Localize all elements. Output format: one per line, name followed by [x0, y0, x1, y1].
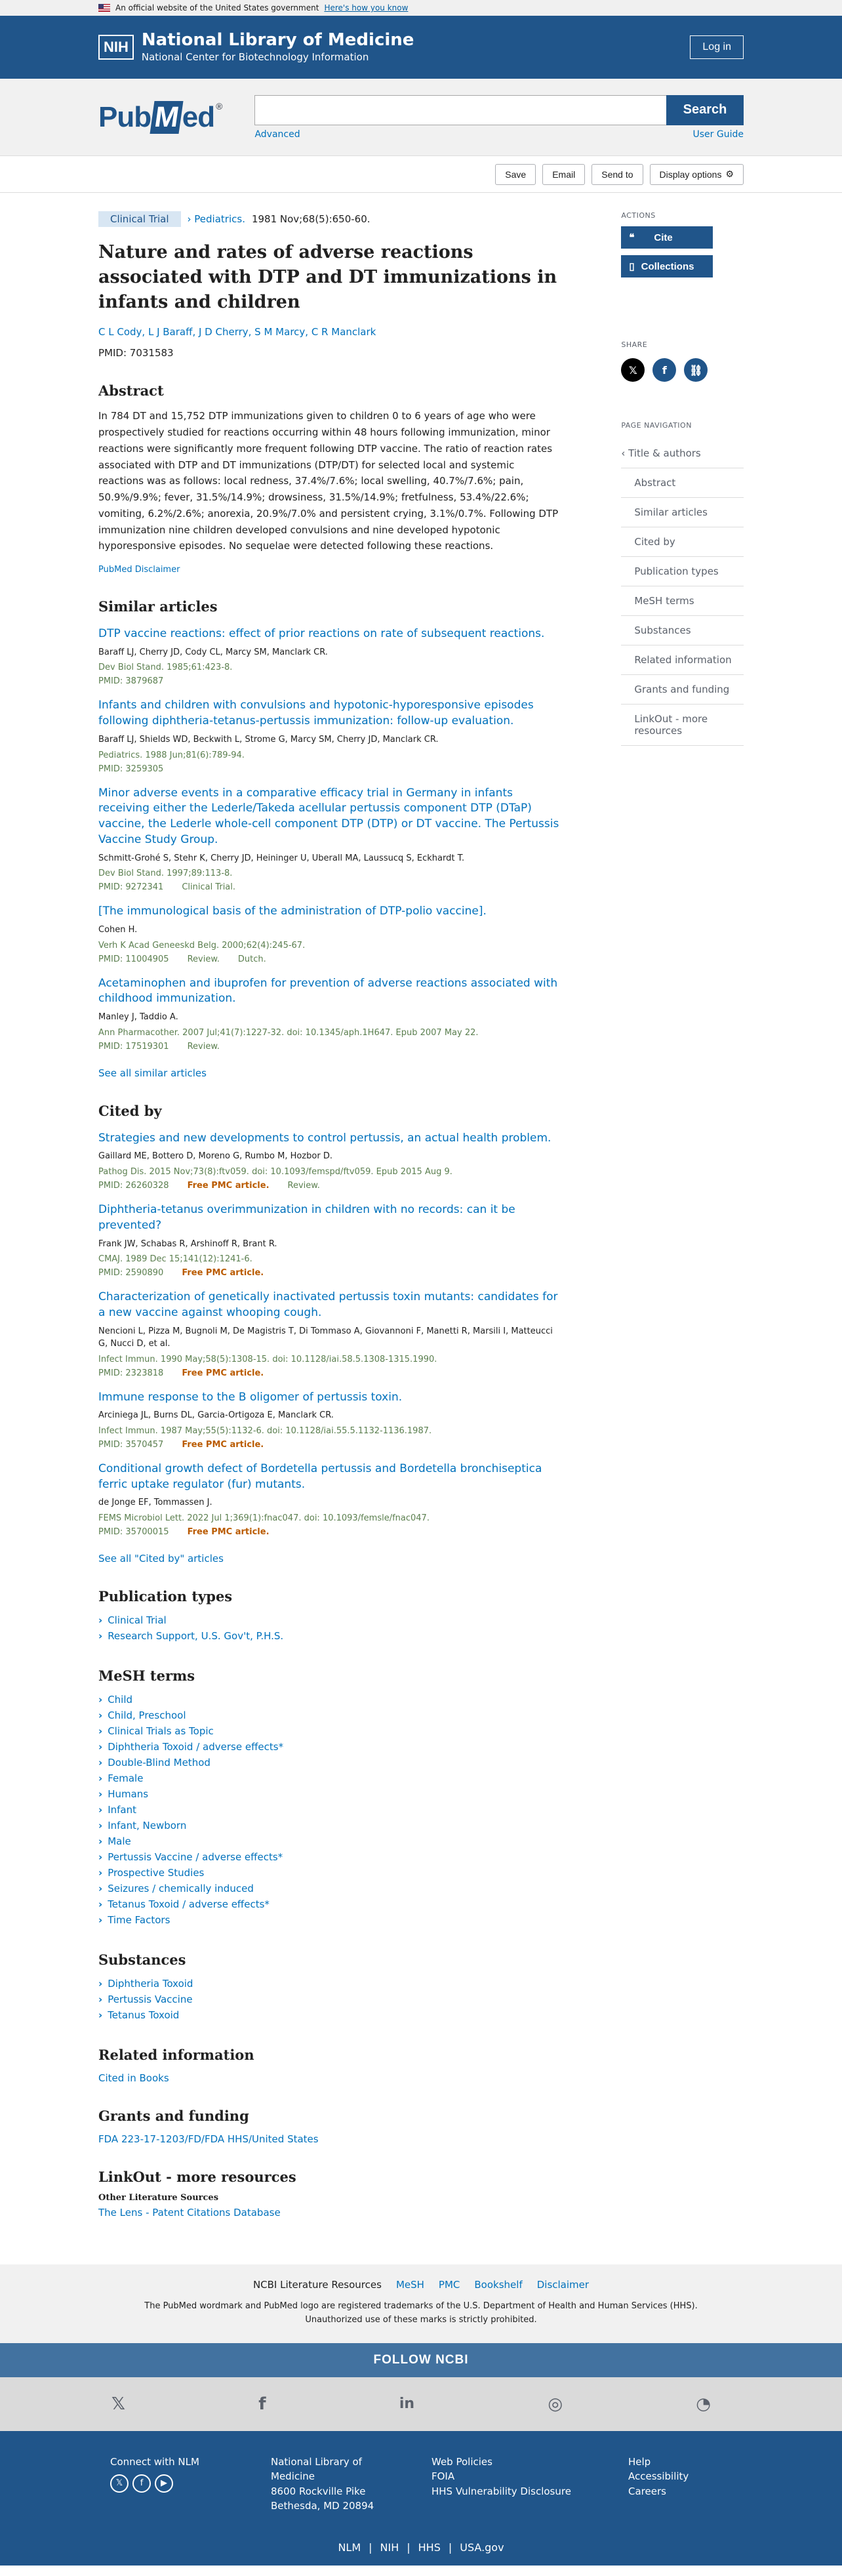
grants-heading: Grants and funding	[98, 2107, 249, 2124]
pubmed-logo-m: M	[150, 101, 184, 134]
article-title-link[interactable]: [The immunological basis of the administration of DTP-polio vaccine].	[98, 905, 487, 918]
article-pmid: PMID: 26260328	[98, 1180, 169, 1191]
substance-item[interactable]	[98, 1976, 562, 1992]
article-item	[98, 698, 562, 773]
article-item	[98, 626, 562, 686]
article-meta	[98, 1368, 562, 1378]
see-all-cited-by-link[interactable]: See all "Cited by" articles	[98, 1552, 224, 1564]
mesh-term-item-link[interactable]: Child, Preschool	[108, 1709, 186, 1721]
article-tag: Clinical Trial.	[182, 882, 236, 893]
article-meta	[98, 1268, 562, 1278]
chevron-left-icon: ‹	[621, 447, 629, 459]
similar-articles-heading: Similar articles	[98, 598, 218, 615]
article-meta	[98, 1527, 562, 1537]
abstract-text: In 784 DT and 15,752 DTP immunizations given to children 0 to 6 years of age who were prospectively studied for reactions occurring within 48 hours following immunization, minor reactions were significantly more frequent following DTP vaccine. The ratio of reaction rates associated with DTP and DT immunizations (DTP/DT) for selected local and systemic reactions was as follows: local redness, 37.4%/7.6%; local swelling, 40.7%/7.6%; pain, 50.9%/9.9%; fever, 31.5%/14.9%; drowsiness, 31.5%/14.9%; fretfulness, 53.4%/22.6%; vomiting, 6.2%/2.6%; anorexia, 20.9%/7.0% and persistent crying, 3.1%/0.7%. Following DTP immunization nine children developed convulsions and nine developed hypotonic hyporesponsive episodes. No sequelae were detected following these reactions.	[98, 410, 559, 552]
article-source: Pathog Dis. 2015 Nov;73(8):ftv059. doi: 10.1093/femspd/ftv059. Epub 2015 Aug 9.	[98, 1166, 452, 1177]
github-icon[interactable]: ◎	[548, 2394, 563, 2414]
article-title-link[interactable]: Conditional growth defect of Bordetella pertussis and Bordetella bronchiseptica ferric uptake regulator (fur) mutants.	[98, 1462, 542, 1491]
share-label: SHARE	[621, 340, 648, 349]
pubmed-logo[interactable]	[98, 101, 222, 134]
mesh-terms-heading: MeSH terms	[98, 1667, 195, 1684]
article-authors: Cohen H.	[98, 925, 138, 935]
mesh-term-item-link[interactable]: Infant	[108, 1803, 136, 1816]
article-meta	[98, 954, 562, 964]
nav-item-label: Title & authors	[628, 447, 701, 459]
article-title-link[interactable]: Characterization of genetically inactivated pertussis toxin mutants: candidates for a new vaccine against whooping cough.	[98, 1290, 558, 1319]
gov-banner	[0, 0, 842, 16]
article-pmid: PMID: 3570457	[98, 1439, 164, 1450]
article-meta	[98, 882, 562, 892]
mesh-term-item-link[interactable]: Tetanus Toxoid / adverse effects*	[108, 1898, 270, 1910]
nlm-subtitle: National Center for Biotechnology Information	[141, 51, 369, 63]
article-title-link[interactable]: Minor adverse events in a comparative efficacy trial in Germany in infants receiving either the Lederle/Takeda acellular pertussis component DTP (DTaP) vaccine, the Lederle whole-cell component DTP (DTP) or DT vaccine. The Pertussis Vaccine Study Group.	[98, 786, 559, 846]
policy-link[interactable]: FOIA	[431, 2470, 455, 2483]
article-tag: Dutch.	[237, 954, 266, 964]
article-authors: Frank JW, Schabas R, Arshinoff R, Brant R.	[98, 1238, 277, 1249]
mesh-term-item[interactable]	[98, 1723, 562, 1739]
nav-item[interactable]	[621, 645, 744, 675]
heres-how-you-know-link[interactable]: Here's how you know	[324, 3, 409, 12]
cited-in-books-link[interactable]: Cited in Books	[98, 2072, 169, 2084]
article-source: Ann Pharmacother. 2007 Jul;41(7):1227-32. doi: 10.1345/aph.1H647. Epub 2007 May 22.	[98, 1027, 479, 1038]
actions-label: ACTIONS	[621, 211, 656, 220]
other-literature-sources: Other Literature Sources	[98, 2192, 219, 2203]
see-all-similar-link[interactable]: See all similar articles	[98, 1067, 207, 1079]
pmid: PMID: 7031583	[98, 347, 174, 359]
search-input[interactable]	[254, 95, 666, 125]
journal-link[interactable]	[188, 213, 245, 225]
email-button[interactable]: Email	[542, 164, 585, 185]
article-pmid: PMID: 3259305	[98, 764, 164, 774]
search-area	[0, 79, 842, 156]
article-title-link[interactable]: Infants and children with convulsions and hypotonic-hyporesponsive episodes following diphtheria-tetanus-pertussis immunization: follow-up evaluation.	[98, 699, 534, 728]
article-item	[98, 1202, 562, 1278]
article-source: Pediatrics. 1988 Jun;81(6):789-94.	[98, 750, 245, 760]
mesh-term-item-link[interactable]: Time Factors	[108, 1913, 170, 1926]
linkedin-icon[interactable]: in	[399, 2396, 415, 2413]
send-to-button[interactable]: Send to	[591, 164, 643, 185]
free-pmc-badge: Free PMC article.	[187, 1526, 270, 1537]
article-authors: Baraff LJ, Cherry JD, Cody CL, Marcy SM, Manclark CR.	[98, 647, 328, 657]
article-title-link[interactable]: Acetaminophen and ibuprofen for prevention of adverse reactions associated with childhood immunization.	[98, 976, 558, 1006]
article-item	[98, 1390, 562, 1450]
nav-item[interactable]	[621, 705, 744, 746]
mesh-term-item-link[interactable]: Infant, Newborn	[108, 1819, 187, 1831]
similar-articles-list	[98, 626, 562, 1051]
nav-item[interactable]	[621, 527, 744, 557]
nav-item[interactable]	[621, 675, 744, 705]
nav-item-label: Similar articles	[634, 506, 708, 518]
page-navigation	[621, 439, 744, 746]
ncbi-footer-link[interactable]: Disclaimer	[536, 2278, 590, 2291]
substance-item[interactable]	[98, 2007, 562, 2023]
nav-item-label: Grants and funding	[634, 684, 730, 695]
connect-with-nlm: Connect with NLM	[110, 2455, 199, 2468]
cited-by-list	[98, 1131, 562, 1537]
ncbi-footer-link[interactable]: Bookshelf	[474, 2278, 523, 2291]
publication-type-item[interactable]	[98, 1628, 562, 1644]
gov-banner-text: An official website of the United States government	[115, 3, 319, 12]
mesh-term-item[interactable]	[98, 1786, 562, 1802]
article-source: Infect Immun. 1987 May;55(5):1132-6. doi: 10.1128/iai.55.5.1132-1136.1987.	[98, 1425, 432, 1436]
cite-button[interactable]	[621, 226, 713, 249]
mesh-term-item[interactable]	[98, 1881, 562, 1896]
linkout-heading: LinkOut - more resources	[98, 2168, 296, 2185]
free-pmc-badge: Free PMC article.	[182, 1439, 264, 1450]
article-pmid: PMID: 17519301	[98, 1041, 169, 1052]
mesh-term-item[interactable]	[98, 1707, 562, 1723]
nav-item[interactable]	[621, 616, 744, 645]
facebook-icon[interactable]: f	[652, 358, 676, 382]
mesh-term-item-link[interactable]: Humans	[108, 1788, 149, 1800]
quote-icon: ❝	[629, 232, 635, 243]
citation: 1981 Nov;68(5):650-60.	[251, 213, 371, 225]
policy-link[interactable]: Web Policies	[431, 2455, 492, 2468]
address-line[interactable]: National Library of	[271, 2455, 362, 2468]
article-item	[98, 1462, 562, 1537]
article-meta	[98, 1042, 562, 1052]
nav-item[interactable]	[621, 586, 744, 616]
ncbi-literature-label: NCBI Literature Resources	[252, 2278, 382, 2291]
ncbi-footer-link[interactable]: MeSH	[395, 2278, 424, 2291]
grant-link[interactable]: FDA 223-17-1203/FD/FDA HHS/United States	[98, 2133, 319, 2145]
chevron-right-icon: ›	[187, 213, 195, 225]
mesh-term-item-link[interactable]: Male	[108, 1835, 131, 1847]
substances-list	[98, 1976, 562, 2023]
separator: |	[448, 2541, 452, 2554]
rss-icon[interactable]: ◔	[696, 2394, 711, 2414]
mesh-term-item-link[interactable]: Diphtheria Toxoid / adverse effects*	[108, 1740, 284, 1753]
mesh-term-item-link[interactable]: Female	[108, 1772, 144, 1784]
nav-item[interactable]	[621, 468, 744, 498]
gear-icon: ⚙	[725, 169, 734, 179]
substance-item-link[interactable]: Pertussis Vaccine	[108, 1993, 193, 2005]
article-item	[98, 786, 562, 893]
article-authors: de Jonge EF, Tommassen J.	[98, 1498, 212, 1508]
nav-item[interactable]	[621, 557, 744, 586]
article-authors: Arciniega JL, Burns DL, Garcia-Ortigoza E, Manclark CR.	[98, 1410, 334, 1421]
article-tag: Review.	[187, 954, 220, 964]
follow-ncbi-banner: FOLLOW NCBI	[0, 2343, 842, 2377]
nav-item-label: LinkOut - more resources	[634, 713, 708, 737]
facebook-icon[interactable]: f	[258, 2394, 266, 2414]
mesh-term-item-link[interactable]: Clinical Trials as Topic	[108, 1725, 214, 1737]
policy-links	[431, 2455, 628, 2514]
action-bar	[0, 156, 842, 193]
publication-types-heading: Publication types	[98, 1587, 233, 1605]
sidebar	[621, 211, 744, 2218]
article-meta	[98, 676, 562, 686]
article-pmid: PMID: 35700015	[98, 1526, 169, 1537]
substance-item[interactable]	[98, 1992, 562, 2007]
bottom-link[interactable]: USA.gov	[460, 2541, 504, 2554]
ncbi-literature-resources	[0, 2264, 842, 2343]
lens-link[interactable]: The Lens - Patent Citations Database	[98, 2206, 281, 2218]
article-authors: Manley J, Taddio A.	[98, 1012, 178, 1023]
publication-types-list	[98, 1612, 562, 1644]
abstract-heading: Abstract	[98, 382, 164, 399]
free-pmc-badge: Free PMC article.	[182, 1368, 264, 1378]
display-options-button[interactable]	[650, 164, 744, 185]
article-pmid: PMID: 9272341	[98, 882, 164, 893]
help-link[interactable]: Careers	[628, 2485, 666, 2497]
ncbi-footer-link[interactable]: PMC	[438, 2278, 460, 2291]
display-options-label: Display options	[659, 169, 722, 180]
nav-item[interactable]	[621, 498, 744, 527]
mesh-term-item[interactable]	[98, 1912, 562, 1928]
mesh-term-item[interactable]	[98, 1770, 562, 1786]
substance-item-link[interactable]: Tetanus Toxoid	[108, 2009, 180, 2021]
article-pmid: PMID: 2590890	[98, 1268, 164, 1278]
x-twitter-icon[interactable]: 𝕏	[621, 358, 645, 382]
article-authors: Gaillard ME, Bottero D, Moreno G, Rumbo M, Hozbor D.	[98, 1151, 332, 1162]
mesh-term-item[interactable]	[98, 1818, 562, 1833]
pubmed-disclaimer-link[interactable]: PubMed Disclaimer	[98, 565, 180, 575]
publication-type-item-link[interactable]: Research Support, U.S. Gov't, P.H.S.	[108, 1629, 284, 1642]
article-type-badge: Clinical Trial	[98, 211, 181, 227]
nav-item-label: Publication types	[634, 565, 719, 577]
help-link[interactable]: Accessibility	[628, 2470, 689, 2483]
article-source: Dev Biol Stand. 1985;61:423-8.	[98, 663, 233, 673]
article-item	[98, 1131, 562, 1191]
address-line[interactable]: Medicine	[271, 2470, 315, 2483]
article-pmid: PMID: 11004905	[98, 954, 169, 964]
page-navigation-label: PAGE NAVIGATION	[621, 421, 692, 430]
article-title-link[interactable]: Diphtheria-tetanus overimmunization in children with no records: can it be prevented?	[98, 1202, 515, 1232]
pubmed-logo-pub: Pub	[98, 100, 151, 133]
x-twitter-icon[interactable]: 𝕏	[110, 2474, 129, 2493]
share-buttons	[621, 358, 744, 382]
article-item	[98, 1290, 562, 1378]
mesh-term-item[interactable]	[98, 1833, 562, 1849]
article-main	[98, 211, 562, 2218]
journal-name: Pediatrics.	[194, 213, 245, 225]
article-authors: Nencioni L, Pizza M, Bugnoli M, De Magistris T, Di Tommaso A, Giovannoni F, Manetti R, Marsili I, Matteucci G, Nucci D, et al.	[98, 1326, 553, 1349]
mesh-term-item-link[interactable]: Prospective Studies	[108, 1866, 205, 1879]
mesh-term-item-link[interactable]: Seizures / chemically induced	[108, 1882, 254, 1894]
article-source	[98, 211, 562, 227]
link-icon[interactable]: ⛓	[684, 358, 708, 382]
article-item	[98, 904, 562, 964]
nlm-header	[0, 16, 842, 79]
bookmark-icon: ▯	[629, 261, 635, 272]
mesh-term-item[interactable]	[98, 1865, 562, 1881]
nlm-logo[interactable]	[98, 31, 414, 63]
article-meta	[98, 764, 562, 774]
substances-heading: Substances	[98, 1951, 186, 1968]
author-list[interactable]: C L Cody, L J Baraff, J D Cherry, S M Marcy, C R Manclark	[98, 326, 376, 338]
us-flag-icon	[98, 4, 110, 12]
mesh-terms-list	[98, 1692, 562, 1928]
registered-mark: ®	[216, 100, 222, 112]
page-title: Nature and rates of adverse reactions associated with DTP and DT immunizations in infants and children	[98, 242, 557, 312]
mesh-term-item[interactable]	[98, 1802, 562, 1818]
login-button[interactable]: Log in	[690, 35, 744, 59]
free-pmc-badge: Free PMC article.	[182, 1268, 264, 1278]
x-twitter-icon[interactable]: 𝕏	[111, 2394, 125, 2414]
article-title-link[interactable]: Strategies and new developments to control pertussis, an actual health problem.	[98, 1131, 551, 1145]
facebook-icon[interactable]: f	[132, 2474, 151, 2493]
cite-label: Cite	[654, 232, 673, 243]
collections-button[interactable]	[621, 255, 713, 277]
nav-item-label: MeSH terms	[634, 595, 694, 607]
separator: |	[369, 2541, 372, 2554]
article-authors: Baraff LJ, Shields WD, Beckwith L, Strome G, Marcy SM, Cherry JD, Manclark CR.	[98, 735, 439, 745]
mesh-term-item-link[interactable]: Pertussis Vaccine / adverse effects*	[108, 1850, 283, 1863]
cited-by-heading: Cited by	[98, 1102, 162, 1119]
article-authors: Schmitt-Grohé S, Stehr K, Cherry JD, Heininger U, Uberall MA, Laussucq S, Eckhardt T.	[98, 853, 465, 863]
help-links	[628, 2455, 689, 2514]
nlm-address	[271, 2455, 431, 2514]
article-source: FEMS Microbiol Lett. 2022 Jul 1;369(1):fnac047. doi: 10.1093/femsle/fnac047.	[98, 1513, 430, 1523]
article-meta	[98, 1181, 562, 1191]
mesh-term-item-link[interactable]: Double-Blind Method	[108, 1756, 210, 1768]
save-button[interactable]: Save	[495, 164, 536, 185]
separator: |	[407, 2541, 411, 2554]
social-links	[0, 2377, 842, 2431]
bottom-link[interactable]: HHS	[418, 2541, 441, 2554]
user-guide-link[interactable]: User Guide	[692, 129, 744, 140]
article-pmid: PMID: 3879687	[98, 676, 164, 687]
nav-item-label: Cited by	[634, 536, 675, 548]
nav-item-label: Related information	[634, 654, 732, 666]
youtube-icon[interactable]: ▶	[155, 2474, 173, 2493]
bottom-links	[0, 2541, 842, 2554]
article-pmid: PMID: 2323818	[98, 1368, 164, 1378]
mesh-term-item[interactable]	[98, 1896, 562, 1912]
help-link[interactable]: Help	[628, 2455, 651, 2468]
advanced-search-link[interactable]: Advanced	[254, 129, 300, 140]
mesh-term-item[interactable]	[98, 1755, 562, 1770]
bottom-link[interactable]: NIH	[380, 2541, 399, 2554]
article-source: Verh K Acad Geneeskd Belg. 2000;62(4):245-67.	[98, 940, 306, 951]
mesh-term-item[interactable]	[98, 1692, 562, 1707]
bottom-link[interactable]: NLM	[338, 2541, 361, 2554]
mesh-term-item[interactable]	[98, 1849, 562, 1865]
article-source: Dev Biol Stand. 1997;89:113-8.	[98, 869, 233, 879]
mesh-term-item-link[interactable]: Child	[108, 1693, 133, 1706]
free-pmc-badge: Free PMC article.	[187, 1180, 270, 1191]
article-source: CMAJ. 1989 Dec 15;141(12):1241-6.	[98, 1254, 252, 1264]
trademark-notice: The PubMed wordmark and PubMed logo are registered trademarks of the U.S. Department of Health and Human Services (HHS). Unauthorized use of these marks is strictly prohibited.	[144, 2300, 698, 2325]
nav-item[interactable]	[621, 439, 744, 468]
publication-type-item[interactable]	[98, 1612, 562, 1628]
search-form	[254, 95, 744, 140]
address-line[interactable]: 8600 Rockville Pike	[271, 2485, 366, 2497]
policy-link[interactable]: HHS Vulnerability Disclosure	[431, 2485, 571, 2497]
nav-item-label: Abstract	[634, 477, 676, 489]
nav-item-label: Substances	[634, 624, 691, 636]
related-information-heading: Related information	[98, 2046, 254, 2063]
mesh-term-item[interactable]	[98, 1739, 562, 1755]
address-line[interactable]: Bethesda, MD 20894	[271, 2500, 374, 2512]
article-title-link[interactable]: DTP vaccine reactions: effect of prior reactions on rate of subsequent reactions.	[98, 627, 545, 641]
article-tag: Review.	[187, 1041, 220, 1052]
nlm-title: National Library of Medicine	[141, 30, 414, 50]
publication-type-item-link[interactable]: Clinical Trial	[108, 1614, 167, 1626]
article-item	[98, 976, 562, 1052]
pubmed-logo-ed: ed	[182, 100, 215, 133]
article-tag: Review.	[287, 1180, 320, 1191]
nlm-footer	[0, 2431, 842, 2566]
collections-label: Collections	[641, 260, 694, 272]
search-button[interactable]: Search	[666, 95, 744, 125]
nih-logo-icon: NIH	[98, 35, 134, 60]
article-title-link[interactable]: Immune response to the B oligomer of pertussis toxin.	[98, 1390, 403, 1404]
article-meta	[98, 1440, 562, 1450]
abstract	[98, 408, 562, 554]
substance-item-link[interactable]: Diphtheria Toxoid	[108, 1977, 193, 1990]
article-source: Infect Immun. 1990 May;58(5):1308-15. doi: 10.1128/iai.58.5.1308-1315.1990.	[98, 1354, 437, 1364]
